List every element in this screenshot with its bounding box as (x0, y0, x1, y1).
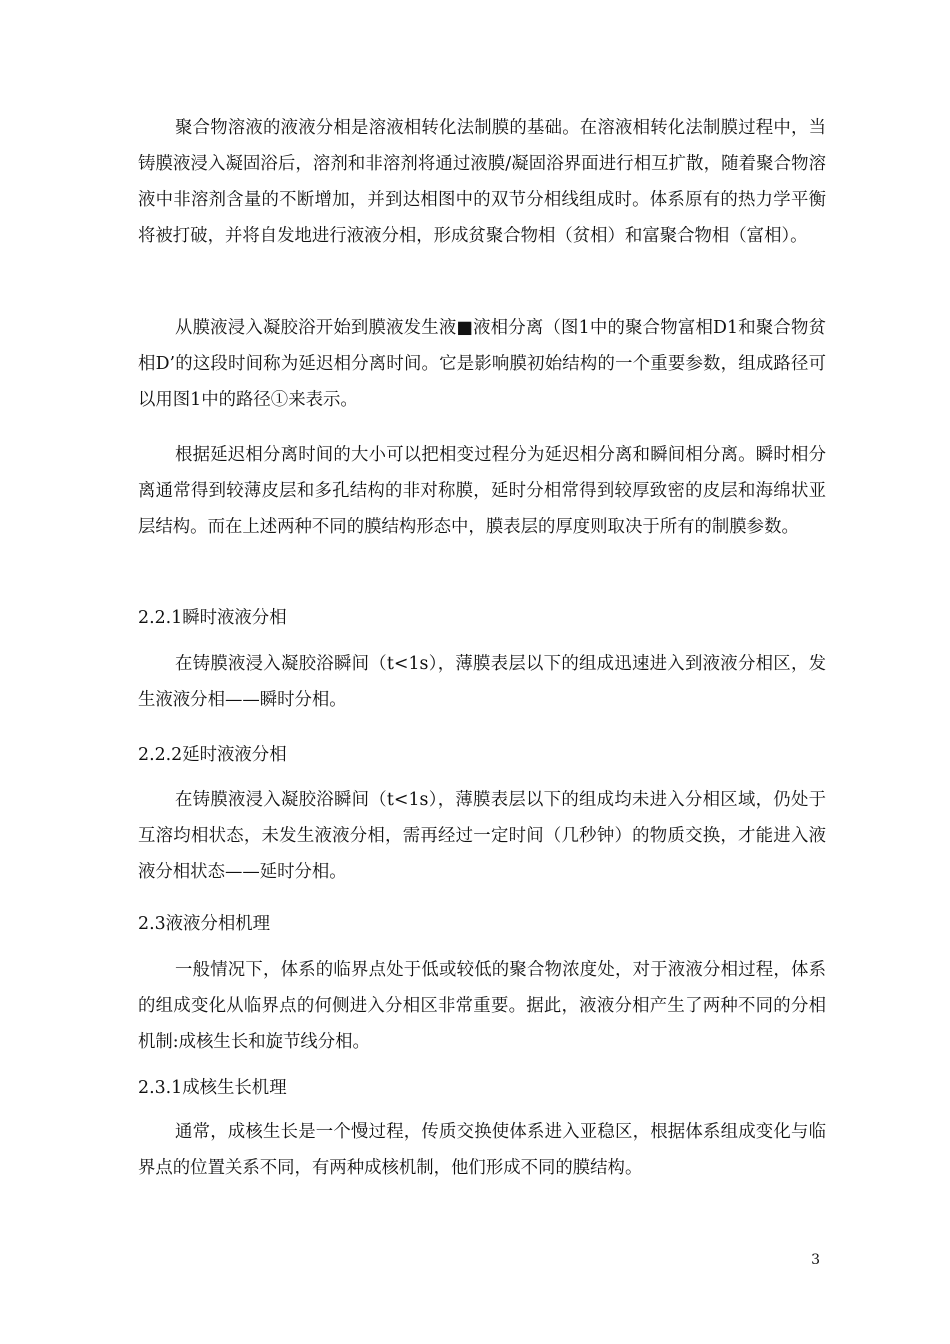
page-number: 3 (811, 1252, 820, 1268)
paragraph-delay-time: 从膜液浸入凝胶浴开始到膜液发生液■液相分离（图1中的聚合物富相D1和聚合物贫相D’的这段时间称为延迟相分离时间。它是影响膜初始结构的一个重要参数，组成路径可以用图1中的路径①来表示。 (138, 318, 826, 410)
paragraph-delay-vs-instant: 根据延迟相分离时间的大小可以把相变过程分为延迟相分离和瞬间相分离。瞬时相分离通常得到较薄皮层和多孔结构的非对称膜，延时分相常得到较厚致密的皮层和海绵状亚层结构。而在上述两种不同的膜结构形态中，膜表层的厚度则取决于所有的制膜参数。 (138, 445, 826, 537)
paragraph-separation-mechanism: 一般情况下，体系的临界点处于低或较低的聚合物浓度处，对于液液分相过程，体系的组成变化从临界点的何侧进入分相区非常重要。据此，液液分相产生了两种不同的分相机制:成核生长和旋节线分相。 (138, 960, 826, 1052)
heading-2-2-1: 2.2.1瞬时液液分相 (138, 608, 287, 628)
heading-2-3: 2.3液液分相机理 (138, 914, 271, 934)
heading-2-3-1: 2.3.1成核生长机理 (138, 1078, 287, 1098)
paragraph-nucleation-growth: 通常，成核生长是一个慢过程，传质交换使体系进入亚稳区，根据体系组成变化与临界点的位置关系不同，有两种成核机制，他们形成不同的膜结构。 (138, 1122, 826, 1178)
heading-2-2-2: 2.2.2延时液液分相 (138, 745, 287, 765)
paragraph-delayed-separation: 在铸膜液浸入凝胶浴瞬间（t<1s），薄膜表层以下的组成均未进入分相区域，仍处于互溶均相状态，未发生液液分相，需再经过一定时间（几秒钟）的物质交换，才能进入液液分相状态——延时分相。 (138, 790, 826, 882)
paragraph-phase-separation-basis: 聚合物溶液的液液分相是溶液相转化法制膜的基础。在溶液相转化法制膜过程中，当铸膜液浸入凝固浴后，溶剂和非溶剂将通过液膜/凝固浴界面进行相互扩散，随着聚合物溶液中非溶剂含量的不断增加，并到达相图中的双节分相线组成时。体系原有的热力学平衡将被打破，并将自发地进行液液分相，形成贫聚合物相（贫相）和富聚合物相（富相）。 (138, 118, 826, 246)
paragraph-instant-separation: 在铸膜液浸入凝胶浴瞬间（t<1s），薄膜表层以下的组成迅速进入到液液分相区，发生液液分相——瞬时分相。 (138, 654, 826, 710)
